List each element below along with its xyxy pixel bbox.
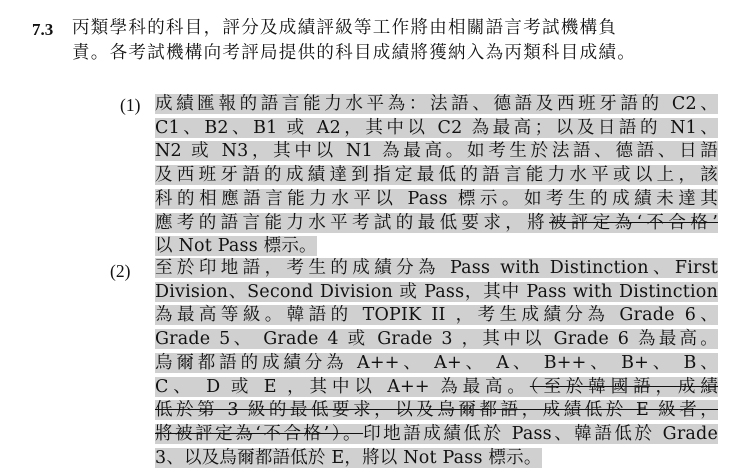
item-1-deleted-text: 被評定為‘不合格’ — [549, 212, 718, 233]
item-1-text — [155, 93, 718, 259]
item-2-number: (2) — [110, 261, 131, 281]
section-number: 7.3 — [32, 20, 54, 39]
item-1-line-2: C1、B2、B1 或 A2，其中以 C2 為最高；以及日語的 N1、 — [155, 117, 718, 138]
item-1-line-1: 成績匯報的語言能力水平為：法語、德語及西班牙語的 C2、 — [155, 94, 718, 114]
item-1-number: (1) — [120, 95, 141, 115]
item-2-line-9: 3、以及烏爾都語低於 E，將以 Not Pass 標示。 — [155, 447, 542, 468]
item-2-line-8-tail: 印地語成績低於 Pass、韓語低於 Grade — [363, 423, 718, 444]
item-2-line-1: 至於印地語，考生的成績分為 Pass with Distinction、First — [155, 258, 718, 278]
item-1-line-4: 及西班牙語的成績達到指定最低的語言能力水平或以上，該 — [155, 165, 718, 186]
item-2-line-5: 烏爾都語的成績分為 A++、 A+、 A、 B++、 B+、 B、 — [155, 352, 718, 373]
item-2-text — [155, 257, 718, 470]
item-2-line-4: Grade 5、 Grade 4 或 Grade 3 ，其中以 Grade 6 為最高。 — [155, 329, 718, 350]
item-2-deleted-text-2: 低於第 3 級的最低要求，以及烏爾都語，成績低於 E 級者， — [155, 400, 718, 421]
item-2-deleted-text-1: （至於韓國語，成績 — [529, 376, 718, 397]
item-2-line-2: Division、Second Division 或 Pass，其中 Pass with Distinction — [155, 281, 718, 302]
item-2-deleted-text-3: 將被評定為‘不合格’）。 — [155, 423, 364, 444]
section-paragraph — [72, 16, 720, 66]
item-2-line-6: C、 D 或 E ，其中以 A++ 為最高。 — [155, 376, 530, 397]
item-1-line-3: N2 或 N3，其中以 N1 為最高。如考生於法語、德語、日語 — [155, 141, 718, 162]
section-line-2: 責。各考試機構向考評局提供的科目成績將獲納入為丙類科目成績。 — [72, 43, 636, 63]
item-2-line-3: 為最高等級。韓語的 TOPIK II ，考生成績分為 Grade 6、 — [155, 305, 718, 326]
item-1-line-7: 以 Not Pass 標示。 — [155, 236, 317, 257]
item-1-line-5-tail: 如考生的成績未達其 — [523, 188, 718, 209]
item-1-line-5: 科的相應語言能力水平以 Pass 標示。 — [155, 188, 524, 209]
item-1-line-6: 應考的語言能力水平考試的最低要求，將 — [155, 212, 550, 233]
section-line-1: 丙類學科的科目，評分及成績評級等工作將由相關語言考試機構負 — [72, 18, 618, 38]
